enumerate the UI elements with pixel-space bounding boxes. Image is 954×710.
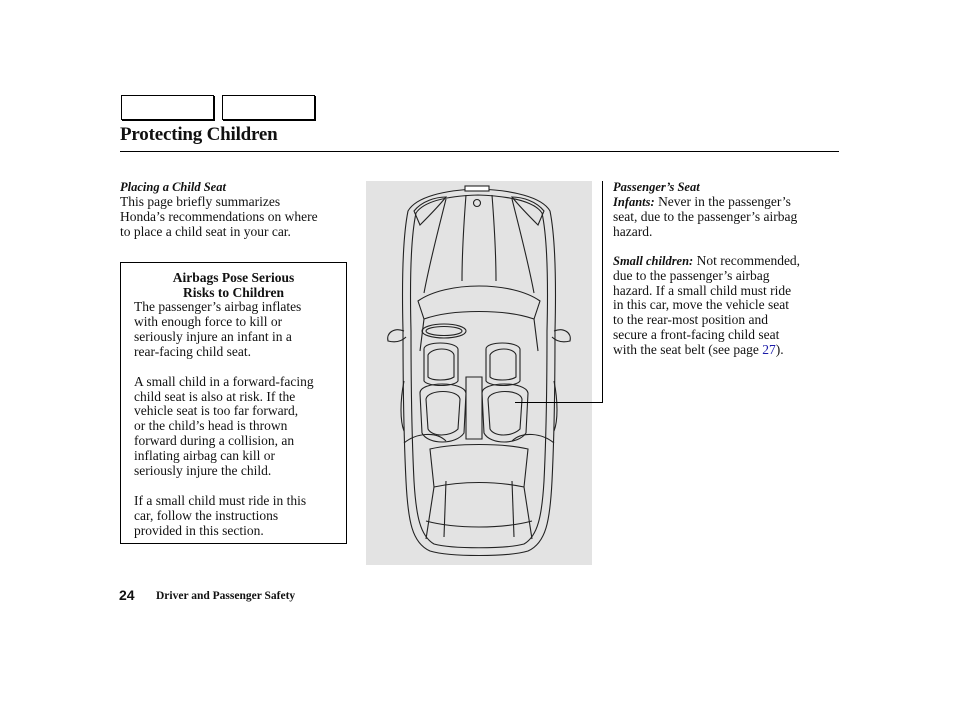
infants-text: Never in the passenger’s bbox=[654, 194, 791, 209]
nav-tab-previous[interactable] bbox=[121, 95, 214, 120]
warning-line: with enough force to kill or bbox=[134, 313, 283, 329]
callout-leader-line bbox=[515, 402, 603, 403]
nav-tab-next[interactable] bbox=[222, 95, 315, 120]
warning-paragraph-1 bbox=[134, 300, 339, 360]
title-rule bbox=[120, 151, 839, 152]
warning-line: If a small child must ride in this bbox=[134, 492, 307, 508]
car-top-view-illustration bbox=[366, 181, 592, 565]
intro-heading: Placing a Child Seat bbox=[120, 180, 226, 194]
callout-divider-line bbox=[602, 181, 603, 402]
warning-line: car, follow the instructions bbox=[134, 507, 279, 523]
small-children-text: Not recommended, bbox=[693, 252, 801, 268]
warning-line: seriously injure an infant in a bbox=[134, 328, 292, 344]
warning-title-line: Risks to Children bbox=[182, 285, 285, 300]
small-children-text: ). bbox=[775, 342, 784, 358]
small-children-line: to the rear-most position and bbox=[613, 312, 768, 328]
page-title: Protecting Children bbox=[120, 124, 278, 145]
warning-line: vehicle seat is too far forward, bbox=[134, 403, 299, 419]
warning-line: A small child in a forward-facing bbox=[134, 373, 314, 389]
passenger-seat-column bbox=[613, 180, 843, 358]
intro-line: This page briefly summarizes bbox=[120, 194, 281, 209]
small-children-text: with the seat belt (see page bbox=[613, 342, 763, 358]
small-children-line bbox=[613, 342, 843, 358]
warning-paragraph-2 bbox=[134, 375, 339, 479]
intro-line: Honda’s recommendations on where bbox=[120, 208, 318, 224]
small-children-paragraph bbox=[613, 254, 843, 358]
small-children-line: secure a front-facing child seat bbox=[613, 327, 780, 343]
warning-line: rear-facing child seat. bbox=[134, 343, 252, 359]
warning-line: or the child’s head is thrown bbox=[134, 418, 288, 434]
warning-line: The passenger’s airbag inflates bbox=[134, 299, 302, 314]
airbag-warning-box bbox=[120, 262, 347, 544]
warning-line: inflating airbag can kill or bbox=[134, 448, 275, 464]
infants-line: seat, due to the passenger’s airbag bbox=[613, 208, 798, 224]
infants-line: hazard. bbox=[613, 223, 653, 239]
section-name: Driver and Passenger Safety bbox=[156, 590, 296, 602]
intro-column bbox=[120, 180, 352, 240]
infants-label: Infants: bbox=[613, 195, 655, 209]
car-outline-drawing bbox=[366, 181, 592, 565]
warning-line: forward during a collision, an bbox=[134, 433, 295, 449]
passenger-seat-heading: Passenger’s Seat bbox=[613, 180, 700, 194]
warning-line: provided in this section. bbox=[134, 522, 264, 538]
page-reference-link[interactable]: 27 bbox=[762, 342, 776, 358]
warning-line: seriously injure the child. bbox=[134, 463, 272, 479]
warning-paragraph-3 bbox=[134, 494, 339, 539]
infants-paragraph bbox=[613, 195, 843, 240]
intro-line: to place a child seat in your car. bbox=[120, 223, 291, 239]
warning-title-line: Airbags Pose Serious bbox=[172, 270, 295, 285]
warning-line: child seat is also at risk. If the bbox=[134, 388, 296, 404]
small-children-line: due to the passenger’s airbag bbox=[613, 267, 770, 283]
small-children-line: in this car, move the vehicle seat bbox=[613, 297, 790, 313]
page-number: 24 bbox=[119, 587, 135, 603]
small-children-label: Small children: bbox=[613, 253, 694, 268]
small-children-line: hazard. If a small child must ride bbox=[613, 282, 792, 298]
